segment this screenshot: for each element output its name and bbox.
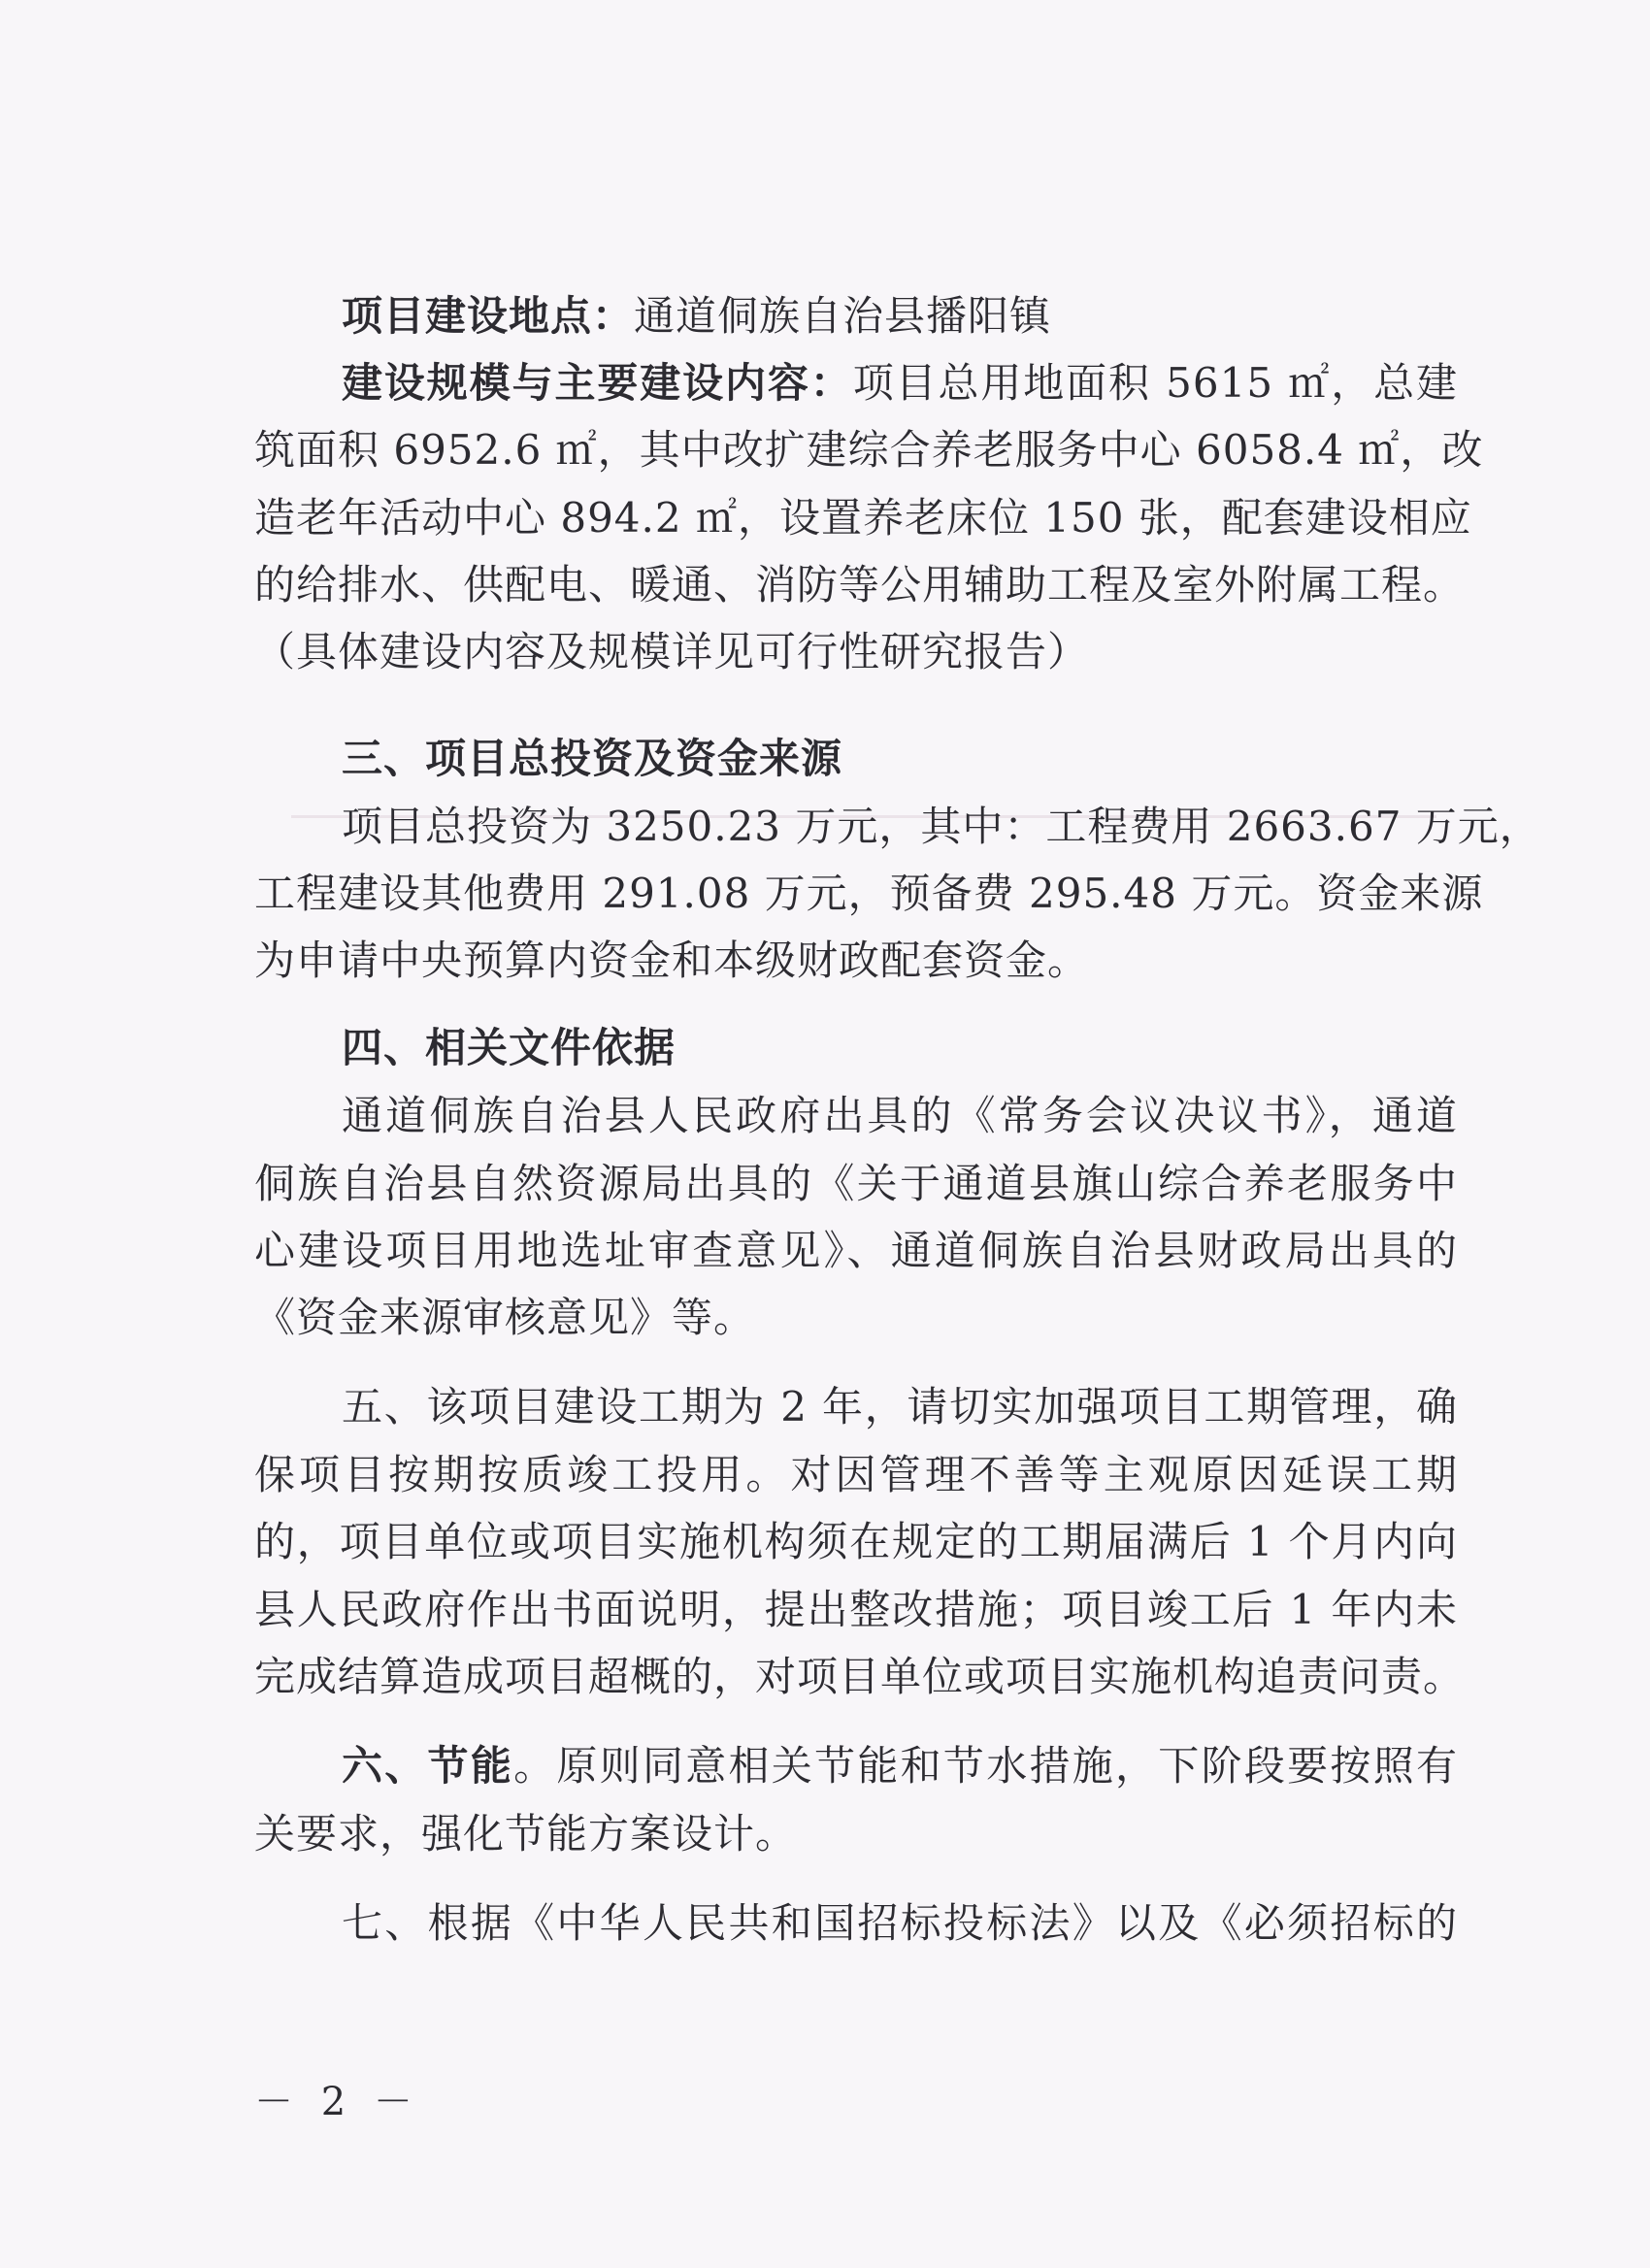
documents-text-3: 心建设项目用地选址审查意见》、通道侗族自治县财政局出具的 — [254, 1227, 1458, 1274]
documents-text-1: 通道侗族自治县人民政府出具的《常务会议决议书》，通道 — [342, 1092, 1458, 1139]
schedule-text-1: 五、该项目建设工期为 2 年，请切实加强项目工期管理，确 — [342, 1383, 1458, 1430]
investment-text-3: 为申请中央预算内资金和本级财政配套资金。 — [254, 937, 1090, 984]
scale-text-3: 造老年活动中心 894.2 ㎡，设置养老床位 150 张，配套建设相应 — [254, 494, 1472, 542]
paragraph-line — [254, 1289, 1458, 1347]
location-heading: 项目建设地点： — [342, 292, 635, 340]
scale-text-1: 项目总用地面积 5615 ㎡，总建 — [852, 359, 1458, 407]
schedule-text-2: 保项目按期按质竣工投用。对因管理不善等主观原因延误工期 — [254, 1451, 1458, 1498]
documents-text-4: 《资金来源审核意见》等。 — [254, 1294, 756, 1341]
section-heading-3 — [342, 730, 1458, 788]
scale-heading: 建设规模与主要建设内容： — [342, 359, 853, 407]
paragraph-line — [342, 1087, 1458, 1145]
paragraph-line — [254, 932, 1458, 990]
location-text: 通道侗族自治县播阳镇 — [634, 292, 1052, 340]
paragraph-line — [254, 1155, 1458, 1213]
paragraph-line — [254, 421, 1484, 479]
scale-text-2: 筑面积 6952.6 ㎡，其中改扩建综合养老服务中心 6058.4 ㎡，改 — [254, 426, 1484, 474]
investment-text-1: 项目总投资为 3250.23 万元，其中：工程费用 2663.67 万元， — [342, 803, 1541, 850]
paragraph-line — [254, 1513, 1458, 1571]
schedule-text-5: 完成结算造成项目超概的，对项目单位或项目实施机构追责问责。 — [254, 1653, 1466, 1700]
paragraph-line — [254, 556, 1466, 614]
energy-text-1: 。原则同意相关节能和节水措施，下阶段要按照有 — [513, 1742, 1458, 1790]
paragraph-line — [342, 1378, 1458, 1436]
paragraph-line — [342, 798, 1541, 856]
energy-heading: 六、节能 — [342, 1742, 514, 1790]
documents-heading: 四、相关文件依据 — [342, 1024, 676, 1071]
line-scale-heading — [342, 354, 1458, 412]
paragraph-line — [254, 865, 1484, 923]
line-location — [342, 287, 1458, 345]
energy-text-2: 关要求，强化节能方案设计。 — [254, 1810, 798, 1857]
scale-note: （具体建设内容及规模详见可行性研究报告） — [254, 628, 1090, 675]
schedule-text-3: 的，项目单位或项目实施机构须在规定的工期届满后 1 个月内向 — [254, 1518, 1458, 1565]
paragraph-line — [254, 623, 1458, 681]
paragraph-line — [254, 489, 1472, 547]
investment-heading: 三、项目总投资及资金来源 — [342, 735, 843, 782]
section-heading-4 — [342, 1019, 1458, 1077]
page-number: － 2 － — [254, 2080, 420, 2124]
bidding-text-1: 七、根据《中华人民共和国招标投标法》以及《必须招标的 — [342, 1899, 1458, 1947]
documents-text-2: 侗族自治县自然资源局出具的《关于通道县旗山综合养老服务中 — [254, 1160, 1458, 1207]
schedule-text-4: 县人民政府作出书面说明，提出整改措施；项目竣工后 1 年内未 — [254, 1586, 1458, 1633]
scale-text-4: 的给排水、供配电、暖通、消防等公用辅助工程及室外附属工程。 — [254, 561, 1466, 608]
paragraph-line — [254, 1446, 1458, 1504]
paragraph-line — [254, 1222, 1458, 1280]
paragraph-line — [254, 1805, 1458, 1863]
paragraph-line — [342, 1737, 1458, 1795]
investment-text-2: 工程建设其他费用 291.08 万元，预备费 295.48 万元。资金来源 — [254, 870, 1484, 917]
paragraph-line — [254, 1581, 1458, 1639]
paragraph-line — [254, 1648, 1466, 1706]
paragraph-line — [342, 1894, 1458, 1953]
